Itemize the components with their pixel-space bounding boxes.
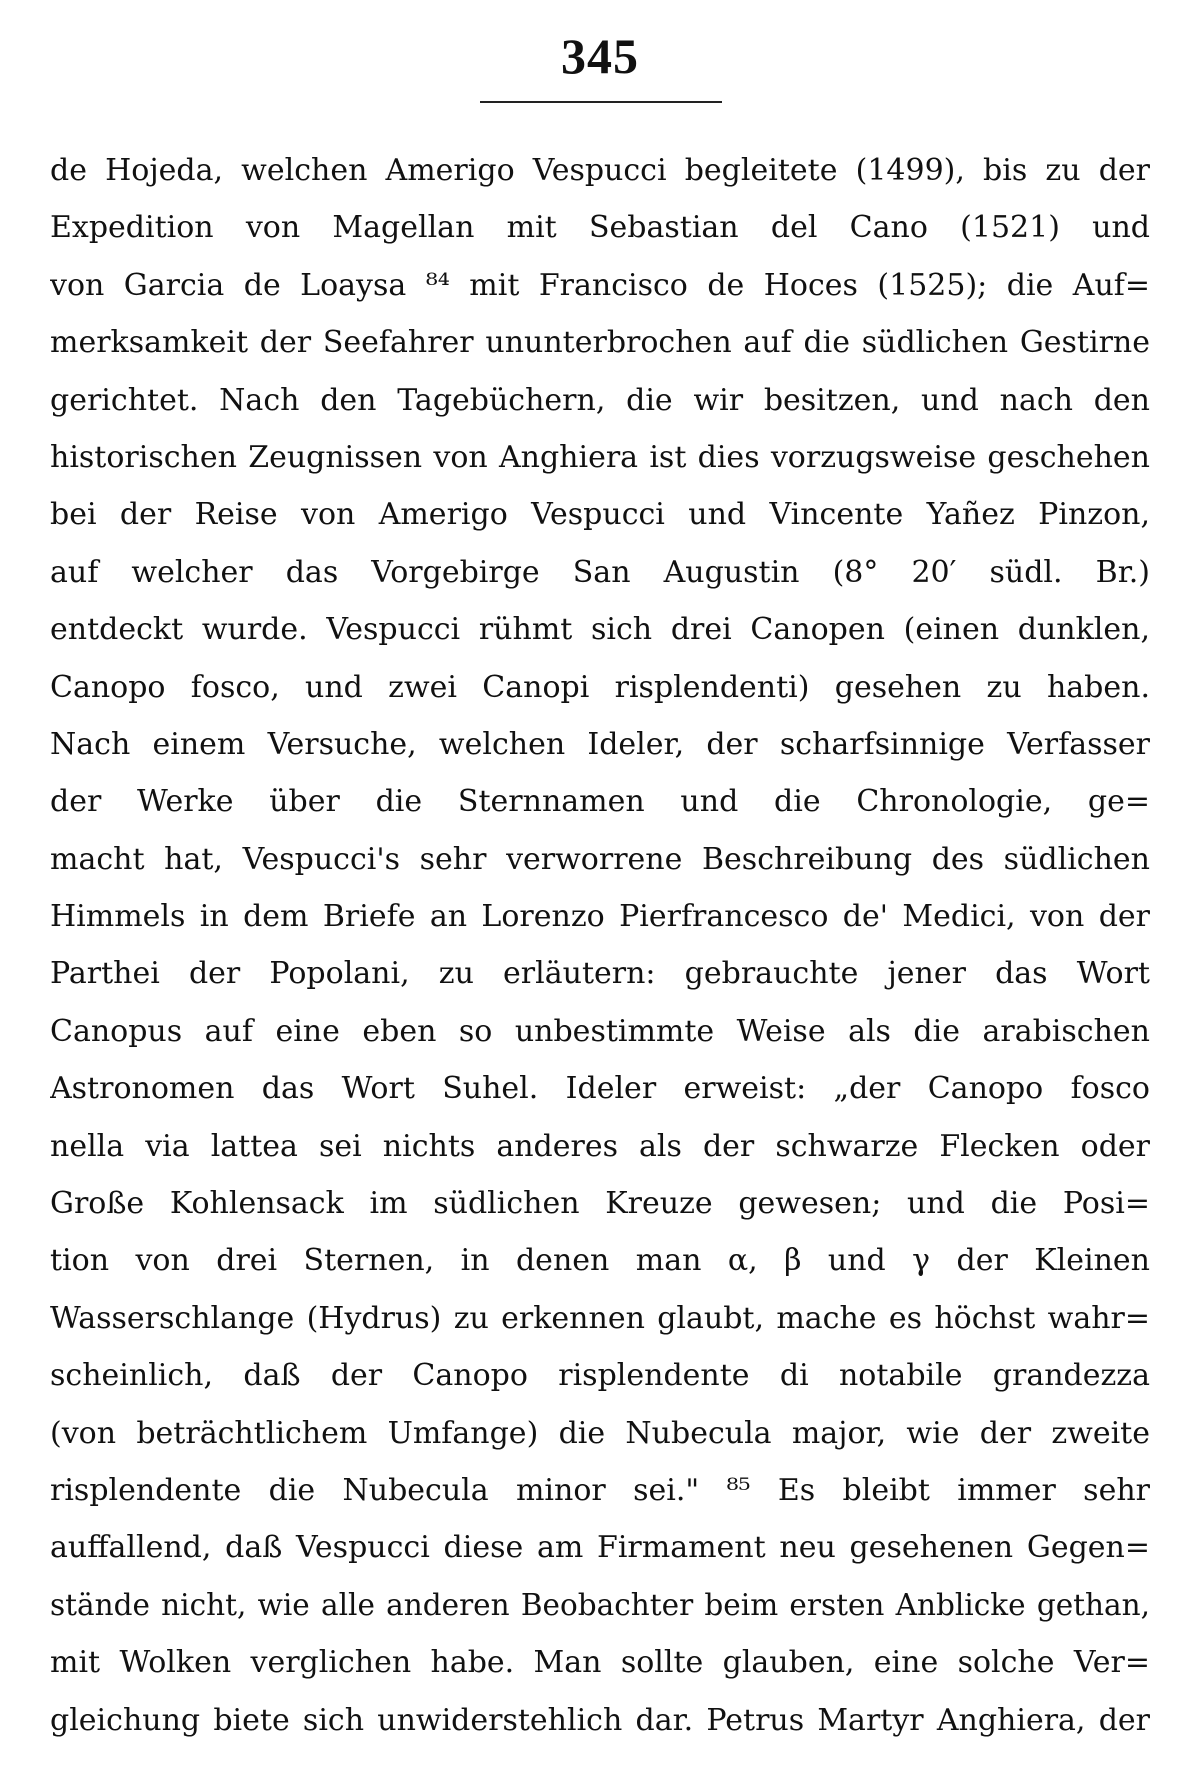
text-line: auf welcher das Vorgebirge San Augustin (8° 20′ südl. Br.) [50, 554, 1150, 590]
text-line: mit Wolken verglichen habe. Man sollte glauben, eine solche Ver= [50, 1645, 1150, 1681]
header-rule [480, 101, 722, 103]
text-line: merksamkeit der Seefahrer ununterbrochen auf die südlichen Gestirne [50, 325, 1150, 361]
text-line: von Garcia de Loaysa ⁸⁴ mit Francisco de Hoces (1525); die Auf= [50, 267, 1150, 303]
text-line: Wasserschlange (Hydrus) zu erkennen glaubt, mache es höchst wahr= [50, 1300, 1150, 1336]
text-line: macht hat, Vespucci's sehr verworrene Beschreibung des südlichen [50, 841, 1150, 877]
text-line: gleichung biete sich unwiderstehlich dar. Petrus Martyr Anghiera, der [50, 1702, 1150, 1738]
text-line: Parthei der Popolani, zu erläutern: gebrauchte jener das Wort [50, 956, 1150, 992]
text-line: entdeckt wurde. Vespucci rühmt sich drei Canopen (einen dunklen, [50, 612, 1150, 648]
text-line: gerichtet. Nach den Tagebüchern, die wir besitzen, und nach den [50, 382, 1150, 418]
body-text [50, 142, 1150, 1749]
text-line: scheinlich, daß der Canopo risplendente di notabile grandezza [50, 1358, 1150, 1394]
text-line: Expedition von Magellan mit Sebastian del Cano (1521) und [50, 210, 1150, 246]
text-line: Nach einem Versuche, welchen Ideler, der scharfsinnige Verfasser [50, 726, 1150, 762]
text-line: historischen Zeugnissen von Anghiera ist dies vorzugsweise geschehen [50, 439, 1150, 475]
text-line: Canopo fosco, und zwei Canopi risplendenti) gesehen zu haben. [50, 669, 1150, 705]
text-line: bei der Reise von Amerigo Vespucci und Vincente Yañez Pinzon, [50, 497, 1150, 533]
text-line: tion von drei Sternen, in denen man α, β und γ der Kleinen [50, 1243, 1150, 1279]
text-line: Große Kohlensack im südlichen Kreuze gewesen; und die Posi= [50, 1186, 1150, 1222]
text-line: risplendente die Nubecula minor sei." ⁸⁵ Es bleibt immer sehr [50, 1472, 1150, 1508]
text-line: Himmels in dem Briefe an Lorenzo Pierfrancesco de' Medici, von der [50, 899, 1150, 935]
text-line: der Werke über die Sternnamen und die Chronologie, ge= [50, 784, 1150, 820]
text-line: de Hojeda, welchen Amerigo Vespucci begleitete (1499), bis zu der [50, 153, 1150, 188]
text-line: (von beträchtlichem Umfange) die Nubecula major, wie der zweite [50, 1415, 1150, 1451]
text-line: auffallend, daß Vespucci diese am Firmament neu gesehenen Gegen= [50, 1530, 1150, 1566]
text-line: nella via lattea sei nichts anderes als der schwarze Flecken oder [50, 1128, 1150, 1164]
text-line: Astronomen das Wort Suhel. Ideler erweist: „der Canopo fosco [50, 1071, 1150, 1107]
text-line: Canopus auf eine eben so unbestimmte Weise als die arabischen [50, 1013, 1150, 1049]
text-line: stände nicht, wie alle anderen Beobachter beim ersten Anblicke gethan, [50, 1587, 1150, 1622]
page-number: 345 [561, 28, 639, 84]
